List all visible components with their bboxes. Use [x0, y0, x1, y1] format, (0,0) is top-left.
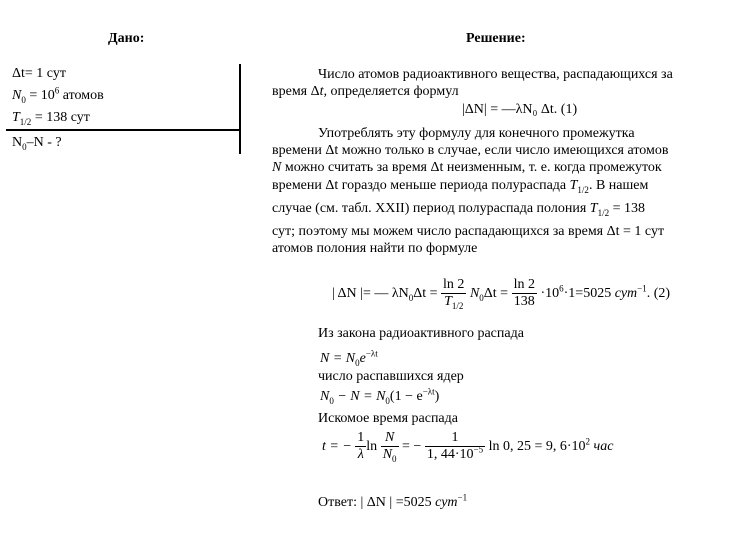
given-n0: $N_0 = 10^6$ атомов	[12, 85, 104, 105]
solution-p2-line6: сут; поэтому мы можем число распадающихся за время Δt = 1 сут	[272, 224, 665, 239]
given-vertical-rule	[239, 64, 241, 154]
solution-p1-line2: время Δt, определяется формул	[272, 84, 459, 99]
time-fraction-2: $\frac{N}{N_0}$	[382, 430, 397, 465]
given-header: Дано:	[108, 31, 145, 46]
time-fraction-1: $\frac{1}{\lambda}$	[357, 430, 365, 463]
answer: Ответ: | ΔN | =5025 сут$^{-1}$	[318, 492, 468, 510]
time-formula: t = − $\frac{1}{\lambda}$ ln $\frac{N}{N_0}$ = − $\frac{1}{1, 44\cdot 10^{-5}}$ ln 0, 25 = 9, $6\cdot 10^2$ час	[322, 430, 614, 465]
solution-p2-line5: случае (см. табл. XXII) период полураспада полония $T_{1/2} = 138$	[272, 201, 645, 218]
given-horizontal-rule	[6, 129, 241, 131]
solution-p1-line1: Число атомов радиоактивного вещества, распадающихся за	[318, 67, 673, 82]
solution-header: Решение:	[466, 31, 526, 46]
decayed-text: число распавшихся ядер	[318, 369, 464, 384]
solution-p2-line1: Употреблять эту формулу для конечного промежутка	[318, 126, 635, 141]
solution-p2-line4: времени Δt гораздо меньше периода полураспада $T_{1/2}$. В нашем	[272, 178, 649, 195]
formula-2-fraction-1: $\frac{\ln 2}{T_{1/2}}$	[443, 277, 465, 312]
solution-p2-line2: времени Δt можно только в случае, если число имеющихся атомов	[272, 143, 669, 158]
solution-p2-line7: атомов полония найти по формуле	[272, 241, 478, 256]
law-formula: $N = N_0e^{-\lambda t}$	[320, 348, 378, 368]
formula-1: |ΔN| = —λN₀ Δt. (1)	[462, 102, 578, 117]
given-find: $N_0-N$ - ?	[12, 135, 62, 152]
formula-2: | ΔN |= — $\lambda N_0\Delta t$ = $\frac{\ln 2}{T_{1/2}}$ $N_0\Delta t$ = $\frac{\ln 2}{138}$ $\cdot 10^6\cdot 1=5025$ сут$^{-1}$. (2)	[332, 277, 671, 312]
time-text: Искомое время распада	[318, 411, 458, 426]
given-dt: Δt= 1 сут	[12, 66, 66, 81]
solution-p2-line3: N можно считать за время Δt неизменным, т. е. когда промежуток	[272, 160, 662, 175]
law-text: Из закона радиоактивного распада	[318, 326, 524, 341]
time-fraction-3: $\frac{1}{1, 44\cdot 10^{-5}}$	[426, 430, 484, 463]
given-half-life: $T_{1/2} = 138$ сут	[12, 110, 90, 127]
formula-2-fraction-2: $\frac{\ln 2}{138}$	[513, 277, 535, 310]
decayed-formula: $N_0 - N = N_0(1 - e^{-\lambda t})$	[320, 386, 440, 406]
